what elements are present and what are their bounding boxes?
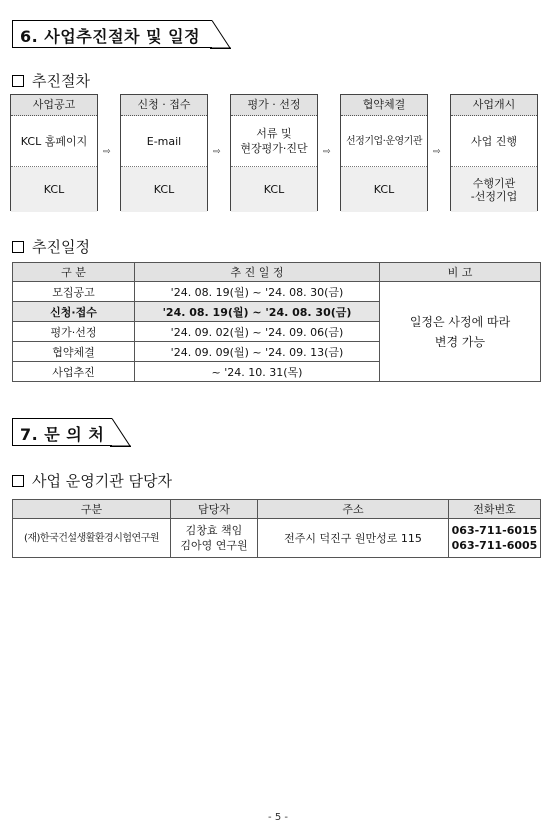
section-6-header — [12, 20, 232, 50]
section-7-header — [12, 418, 132, 448]
schedule-item: 협약체결 — [13, 342, 135, 362]
contact-heading-text: 사업 운영기관 담당자 — [32, 472, 172, 490]
step-actor: KCL — [231, 167, 317, 212]
page-number: - 5 - — [268, 812, 288, 823]
contact-persons: 김창효 책임 김아영 연구원 — [171, 519, 258, 558]
arrow-right-icon: ⇨ — [323, 147, 331, 157]
step-header: 평가 · 선정 — [231, 95, 317, 116]
schedule-period: '24. 08. 19(월) ~ '24. 08. 30(금) — [135, 302, 380, 322]
arrow-right-icon: ⇨ — [213, 147, 221, 157]
phone-number-1: 063-711-6015 — [451, 524, 538, 537]
process-step — [230, 94, 318, 211]
process-heading-text: 추진절차 — [32, 72, 90, 90]
phone-number-2: 063-711-6005 — [451, 539, 538, 552]
schedule-item: 신청·접수 — [13, 302, 135, 322]
step-actor: KCL — [341, 167, 427, 212]
schedule-heading-text: 추진일정 — [32, 238, 90, 256]
step-method: 사업 진행 — [451, 116, 537, 167]
arrow-right-icon: ⇨ — [103, 147, 111, 157]
step-actor: 수행기관 -선정기업 — [451, 167, 537, 212]
step-header: 협약체결 — [341, 95, 427, 116]
process-step — [340, 94, 428, 211]
schedule-table — [12, 262, 541, 382]
section-7-slant — [110, 418, 132, 448]
step-actor: KCL — [121, 167, 207, 212]
step-method: 서류 및 현장평가·진단 — [231, 116, 317, 167]
checkbox-square-icon — [12, 475, 24, 487]
contact-row — [13, 519, 541, 558]
schedule-period: ~ '24. 10. 31(목) — [135, 362, 380, 382]
col-header-address: 주소 — [258, 500, 449, 519]
section-7-title: 7. 문 의 처 — [20, 425, 105, 444]
process-step — [10, 94, 98, 211]
contact-table — [12, 499, 541, 558]
process-step — [120, 94, 208, 211]
checkbox-square-icon — [12, 241, 24, 253]
schedule-period: '24. 09. 09(월) ~ '24. 09. 13(금) — [135, 342, 380, 362]
step-method: 선정기업·운영기관 — [341, 116, 427, 167]
col-header-category: 구 분 — [13, 263, 135, 282]
step-method: E-mail — [121, 116, 207, 167]
contact-table-header-row — [13, 500, 541, 519]
step-actor: KCL — [11, 167, 97, 212]
step-header: 사업공고 — [11, 95, 97, 116]
schedule-item: 평가·선정 — [13, 322, 135, 342]
section-6-slant — [210, 20, 232, 50]
col-header-phone: 전화번호 — [449, 500, 541, 519]
schedule-table-header-row — [13, 263, 541, 282]
schedule-heading — [12, 236, 90, 257]
section-6-title: 6. 사업추진절차 및 일정 — [20, 27, 201, 46]
checkbox-square-icon — [12, 75, 24, 87]
org-name: (재)한국건설생활환경시험연구원 — [13, 519, 171, 558]
arrow-right-icon: ⇨ — [433, 147, 441, 157]
schedule-item: 사업추진 — [13, 362, 135, 382]
schedule-item: 모집공고 — [13, 282, 135, 302]
contact-heading — [12, 470, 172, 491]
col-header-person: 담당자 — [171, 500, 258, 519]
step-method: KCL 홈페이지 — [11, 116, 97, 167]
step-header: 신청 · 접수 — [121, 95, 207, 116]
schedule-period: '24. 08. 19(월) ~ '24. 08. 30(금) — [135, 282, 380, 302]
step-header: 사업개시 — [451, 95, 537, 116]
address: 전주시 덕진구 원만성로 115 — [258, 519, 449, 558]
schedule-period: '24. 09. 02(월) ~ '24. 09. 06(금) — [135, 322, 380, 342]
col-header-note: 비 고 — [380, 263, 541, 282]
schedule-row — [13, 282, 541, 302]
col-header-org: 구분 — [13, 500, 171, 519]
process-step — [450, 94, 538, 211]
schedule-note: 일정은 사정에 따라 변경 가능 — [380, 282, 541, 382]
phone-numbers — [449, 519, 541, 558]
process-heading — [12, 70, 90, 91]
col-header-schedule: 추 진 일 정 — [135, 263, 380, 282]
